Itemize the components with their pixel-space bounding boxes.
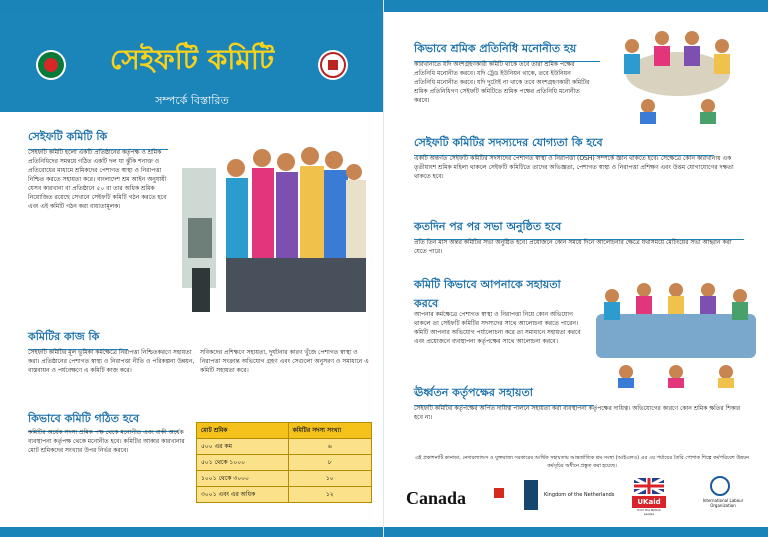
table-header-cell: কমিটির সদস্য সংখ্যা: [288, 423, 371, 439]
meeting-illustration-2: [586, 262, 766, 388]
ukaid-logo: [632, 476, 666, 516]
table-cell: ৩০০১ এবং এর অধিক: [197, 487, 289, 503]
committee-size-table: [196, 422, 372, 503]
table-row: [197, 455, 372, 471]
bottom-bar: [0, 527, 384, 537]
text-what-is: সেইফটি কমিটি হলো একটি প্রতিষ্ঠানের কর্তৃপক্ষ ও শ্রমিক প্রতিনিধিদের সমন্বয়ে গঠিত একটি দল যা ঝুঁকি শনাক্ত ও প্রতিরোধের মাধ্যমে শ্রমিকদের পেশাগত স্বাস্থ্য ও নিরাপত্তা নিশ্চিত করতে সহায়তা করে। বাংলাদেশ শ্রম আইন অনুযায়ী যেসব কারখানা বা প্রতিষ্ঠানে ৫০ বা তার অধিক শ্রমিক নিয়োজিত রয়েছে সেখানে সেইফটি কমিটি গঠন করতে হবে এবং এই কমিটি গঠন করা বাধ্যতামূলক।: [28, 149, 167, 210]
footer-note: এই প্রকাশনাটি কানাডা, নেদারল্যান্ডস ও যুক্তরাজ্য সরকারের আর্থিক সহায়তায় আন্তর্জাতিক শ্রম সংস্থা (আইএলও) এর ৩য় পর্যায়ের তৈরি পোশাক শিল্পে কর্মপরিবেশ উন্নয়ন কর্মসূচির অধীনে প্রস্তুত করা হয়েছে।: [414, 455, 749, 469]
text-management: সেইফটি কমিটির কর্তৃপক্ষের অর্পিত দায়িত্ব পালনে সহায়তা করা ব্যবস্থাপনা কর্তৃপক্ষের দায়িত্ব। অভিযোগের কারণে কোন শ্রমিক ক্ষতির শিকার হবে না।: [414, 405, 741, 421]
meeting-illustration-1: [592, 16, 758, 124]
govt-seal-logo: [36, 50, 66, 80]
table-cell: ৫০০ এর কম: [197, 439, 289, 455]
ukaid-label: UKaid: [632, 496, 666, 508]
heading-qualification: সেইফটি কমিটির সদস্যদের যোগ্যতা কি হবে: [414, 134, 714, 156]
table-row: [197, 487, 372, 503]
table-cell: ৫০১ থেকে ১০০০: [197, 455, 289, 471]
page-title: সেইফটি কমিটি: [109, 43, 275, 76]
canada-flag-icon: [494, 488, 504, 498]
table-cell: ৮: [288, 455, 371, 471]
text-qualification: একটি অন্তর্গত সেইফটি কমিটির সদস্যদের পেশাগত স্বাস্থ্য ও নিরাপত্তা (OSH) সম্পর্কে জ্ঞান থাকতে হবে। সেক্ষেত্রে কোন কারখানায় এক তৃতীয়াংশ শ্রমিক মহিলা থাকলে সেইফটি কমিটিতে তাদের অভিজ্ঞতা, পেশাগত স্বাস্থ্য ও নিরাপত্তা প্রশিক্ষণ এবং উত্তম যোগাযোগের দক্ষতা থাকতে হবে।: [414, 155, 734, 180]
bottom-bar: [384, 527, 768, 537]
table-header-cell: মোট শ্রমিক: [197, 423, 289, 439]
ilo-emblem-icon: [710, 476, 730, 496]
right-panel: [384, 0, 768, 537]
heading-management: ঊর্ধ্বতন কর্তৃপক্ষের সহায়তা: [414, 384, 594, 406]
header-banner: [0, 12, 384, 112]
canada-logo: Canada: [406, 488, 467, 508]
page-subtitle: সম্পর্কে বিস্তারিত: [155, 94, 229, 107]
table-header-row: [197, 423, 372, 439]
text-nominate: কারখানাতে যদি অংশগ্রহণকারী কমিটি থাকে তবে তারা শ্রমিক পক্ষের প্রতিনিধি মনোনীত করবে। যদি ট্রেড ইউনিয়ন থাকে, তবে ইউনিয়ন প্রতিনিধি মনোনীত করবে। যদি দুটোই না থাকে তবে অংশগ্রহণকারী কমিটির শ্রমিক প্রতিনিধিগণ সেইফটি কমিটিতে শ্রমিক পক্ষের প্রতিনিধি মনোনীত করবে।: [414, 61, 590, 104]
text-work-col1: সেইফটি কমিটির মূল ভূমিকা কর্মক্ষেত্রে নিরাপত্তা নিশ্চিতকরণে সহায়তা করা। প্রতিষ্ঠানের পেশাগত স্বাস্থ্য ও নিরাপত্তা নীতি ও পরিকল্পনা উন্নয়ন, বাস্তবায়ন ও পর্যবেক্ষণে এ কমিটি কাজ করে।: [28, 349, 195, 374]
heading-work: কমিটির কাজ কি: [28, 328, 128, 350]
heading-nominate: কিভাবে শ্রমিক প্রতিনিধি মনোনীত হয়: [414, 40, 600, 62]
text-formation: কমিটির অর্ধেক সদস্য শ্রমিক পক্ষ থেকে মনোনীত এবং বাকী অর্ধেক ব্যবস্থাপনা কর্তৃপক্ষ থেকে মনোনীত হবে। কমিটির আকার কারখানার মোট শ্রমিকদের সংখ্যার উপর নির্ভর করবে।: [28, 429, 185, 454]
heading-meeting: কতদিন পর পর সভা অনুষ্ঠিত হবে: [414, 218, 744, 240]
netherlands-crest-icon: [524, 480, 538, 510]
partner-logos: [406, 476, 756, 522]
top-bar: [0, 0, 384, 12]
text-work-col2: সবিকদের প্রশিক্ষণে সহায়তা, দুর্ঘটনার কারণ খুঁজে পেশাগত স্বাস্থ্য ও নিরাপত্তা সংক্রান্ত অভিযোগ গ্রহণ এবং সেগুলো অনুসরণ ও সমাধানে এ কমিটি সহায়তা করে।: [200, 349, 369, 374]
table-row: [197, 439, 372, 455]
ilo-logo: [696, 476, 750, 516]
table-row: [197, 471, 372, 487]
table-cell: ৬: [288, 439, 371, 455]
union-jack-icon: [634, 478, 664, 494]
table-cell: ১০০১ থেকে ৩০০০: [197, 471, 289, 487]
text-help: আপনার কর্মক্ষেত্রে পেশাগত স্বাস্থ্য ও নিরাপত্তা নিয়ে কোন অভিযোগ থাকলে তা সেইফটি কমিটির সদস্যদের সাথে আলোচনা করতে পারেন। কমিটি আপনার অভিযোগ পর্যালোচনা করে তা সমাধানে সহায়তা করবে এবং প্রয়োজনে ব্যবস্থাপনা কর্তৃপক্ষের সাথে আলোচনা করবে।: [414, 311, 581, 345]
ilo-label: International Labour Organization: [702, 498, 744, 508]
heading-what-is: সেইফটি কমিটি কি: [28, 128, 168, 150]
workers-illustration: [176, 128, 372, 314]
table-cell: ১০: [288, 471, 371, 487]
dife-logo: [318, 50, 348, 80]
ukaid-sublabel: from the British people: [637, 508, 661, 516]
netherlands-label: Kingdom of the Netherlands: [544, 492, 615, 498]
text-meeting: প্রতি তিন মাস অন্তর কমিটির সভা অনুষ্ঠিত হবে। প্রয়োজনে কোন সময়ে দিনে আলোচনার ক্ষেত্রে যথাসময়ে মেটিংয়ের সভা আহ্বান করা যেতে পারে।: [414, 239, 732, 255]
heading-formation: কিভাবে কমিটি গঠিত হবে: [28, 410, 178, 432]
heading-help: কমিটি কিভাবে আপনাকে সহায়তা করবে: [414, 278, 561, 310]
top-bar: [384, 0, 768, 12]
table-cell: ১২: [288, 487, 371, 503]
